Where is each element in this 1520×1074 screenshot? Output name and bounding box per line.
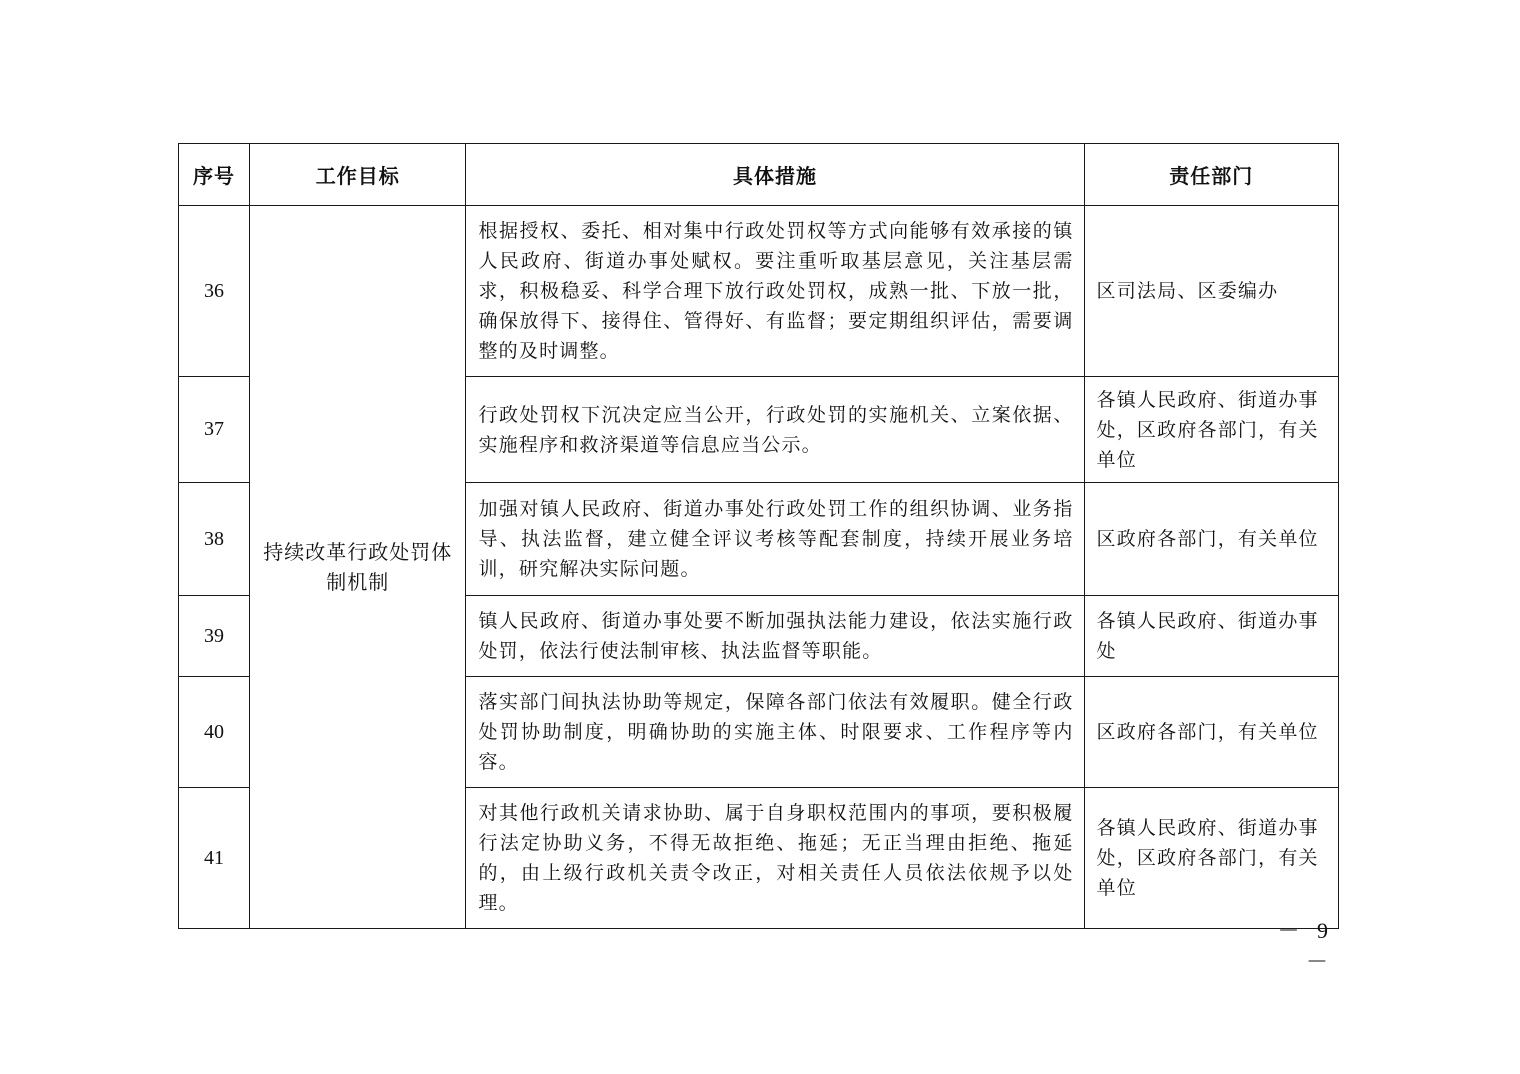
row-measure: 落实部门间执法协助等规定，保障各部门依法有效履职。健全行政处罚协助制度，明确协助的实施主体、时限要求、工作程序等内容。 (466, 677, 1084, 788)
row-measure: 根据授权、委托、相对集中行政处罚权等方式向能够有效承接的镇人民政府、街道办事处赋权。要注重听取基层意见，关注基层需求，积极稳妥、科学合理下放行政处罚权，成熟一批、下放一批，确保放得下、接得住、管得好、有监督；要定期组织评估，需要调整的及时调整。 (466, 206, 1084, 377)
row-serial-number: 40 (179, 677, 250, 788)
row-serial-number: 37 (179, 377, 250, 483)
table-row (179, 206, 1339, 377)
row-department: 各镇人民政府、街道办事处，区政府各部门，有关单位 (1084, 377, 1338, 483)
row-work-goal: 持续改革行政处罚体制机制 (250, 206, 466, 929)
header-serial-number: 序号 (179, 144, 250, 206)
page-number: － 9 － (1277, 918, 1334, 974)
header-work-goal: 工作目标 (250, 144, 466, 206)
row-department: 区司法局、区委编办 (1084, 206, 1338, 377)
table-header-row (179, 144, 1339, 206)
row-department: 各镇人民政府、街道办事处，区政府各部门，有关单位 (1084, 788, 1338, 929)
header-specific-measures: 具体措施 (466, 144, 1084, 206)
row-serial-number: 39 (179, 596, 250, 677)
row-measure: 镇人民政府、街道办事处要不断加强执法能力建设，依法实施行政处罚，依法行使法制审核、执法监督等职能。 (466, 596, 1084, 677)
row-department: 区政府各部门，有关单位 (1084, 677, 1338, 788)
row-serial-number: 36 (179, 206, 250, 377)
row-measure: 对其他行政机关请求协助、属于自身职权范围内的事项，要积极履行法定协助义务，不得无故拒绝、拖延；无正当理由拒绝、拖延的，由上级行政机关责令改正，对相关责任人员依法依规予以处理。 (466, 788, 1084, 929)
row-department: 各镇人民政府、街道办事处 (1084, 596, 1338, 677)
row-measure: 行政处罚权下沉决定应当公开，行政处罚的实施机关、立案依据、实施程序和救济渠道等信息应当公示。 (466, 377, 1084, 483)
header-responsible-department: 责任部门 (1084, 144, 1338, 206)
row-measure: 加强对镇人民政府、街道办事处行政处罚工作的组织协调、业务指导、执法监督，建立健全评议考核等配套制度，持续开展业务培训，研究解决实际问题。 (466, 483, 1084, 596)
row-serial-number: 38 (179, 483, 250, 596)
row-department: 区政府各部门，有关单位 (1084, 483, 1338, 596)
measures-table (178, 143, 1339, 929)
row-serial-number: 41 (179, 788, 250, 929)
